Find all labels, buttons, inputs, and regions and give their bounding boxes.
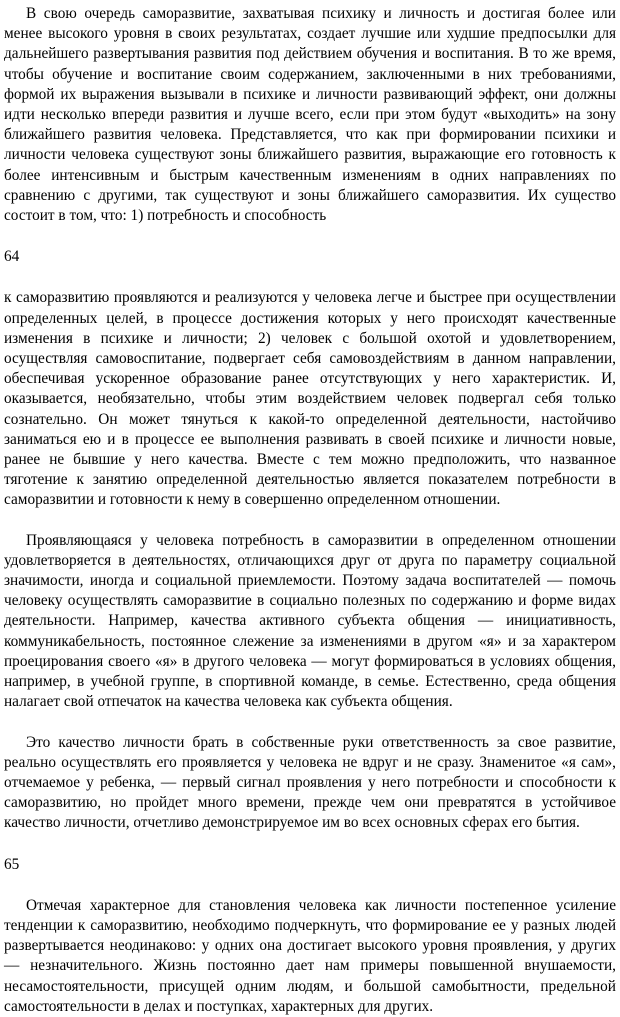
paragraph-1: В свою очередь саморазвитие, захватывая психику и личность и достигая более или менее высокого уровня в своих результатах, создает лучшие или худшие предпосылки для дальнейшего развертывания развития под действием обучения и воспитания. В то же время, чтобы обучение и воспитание своим содержанием, заключенными в них требованиями, формой их выражения вызывали в психике и личности развивающий эффект, они должны идти несколько впереди развития и лучше всего, если при этом будут «выходить» на зону ближайшего развития человека. Представляется, что как при формировании психики и личности человека существуют зоны ближайшего развития, выражающие его готовность к более интенсивным и быстрым качественным изменениям в одних направлениях по сравнению с другими, так существуют и зоны ближайшего саморазвития. Их существо состоит в том, что: 1) потребность и способность xyxy=(4,5,616,225)
paragraph-3: Проявляющаяся у человека потребность в саморазвитии в определенном отношении удовлетворяется в деятельностях, отличающихся друг от друга по параметру социальной значимости, иногда и социальной приемлемости. Поэтому задача воспитателей — помочь человеку осуществлять саморазвитие в социально полезных по содержанию и форме видах деятельности. Например, качества активного субъекта общения — инициативность, коммуникабельность, постоянное слежение за изменениями в другом «я» и за характером проецирования своего «я» в другого человека — могут формироваться в условиях общения, например, в учебной группе, в спортивной команде, в семье. Естественно, среда общения налагает свой отпечаток на качества человека как субъекта общения. xyxy=(4,531,616,711)
paragraph-5: Отмечая характерное для становления человека как личности постепенное усиление тенденции к саморазвитию, необходимо подчеркнуть, что формирование ее у разных людей развертывается неодинаково: у одних она достигает высокого уровня проявления, у других — незначительного. Жизнь постоянно дает нам примеры повышенной внушаемости, несамостоятельности, присущей одним людям, и большой самобытности, предельной самостоятельности в делах и поступках, характерных для других. xyxy=(4,896,616,1015)
paragraph-4: Это качество личности брать в собственные руки ответственность за свое развитие, реально осуществлять его проявляется у человека не вдруг и не сразу. Знаменитое «я сам», отчемаемое у ребенка, — первый сигнал проявления у него потребности и способности к саморазвитию, но пройдет много времени, прежде чем они превратятся в устойчивое качество личности, отчетливо демонстрируемое им во всех основных сферах его бытия. xyxy=(4,733,616,832)
page-number-65: 65 xyxy=(4,855,20,873)
page-number-64: 64 xyxy=(4,248,20,266)
paragraph-2: к саморазвитию проявляются и реализуются у человека легче и быстрее при осуществлении определенных целей, в процессе достижения которых у него происходят качественные изменения в психике и личности; 2) человек с большой охотой и удовлетворением, осуществляя самовоспитание, подвергает себя самовоздействиям в данном направлении, обеспечивая ускоренное образование ранее отсутствующих у него характеристик. И, оказывается, необязательно, чтобы этим воздействием человек подвергал себя только сознательно. Он может тянуться к какой-то определенной деятельности, настойчиво заниматься ею и в процессе ее выполнения развивать в своей психике и личности новые, ранее не бывшие у него качества. Вместе с тем можно предположить, что названное тяготение к занятию определенной деятельностью является показателем потребности в саморазвитии и готовности к нему в совершенно определенном отношении. xyxy=(4,289,616,509)
